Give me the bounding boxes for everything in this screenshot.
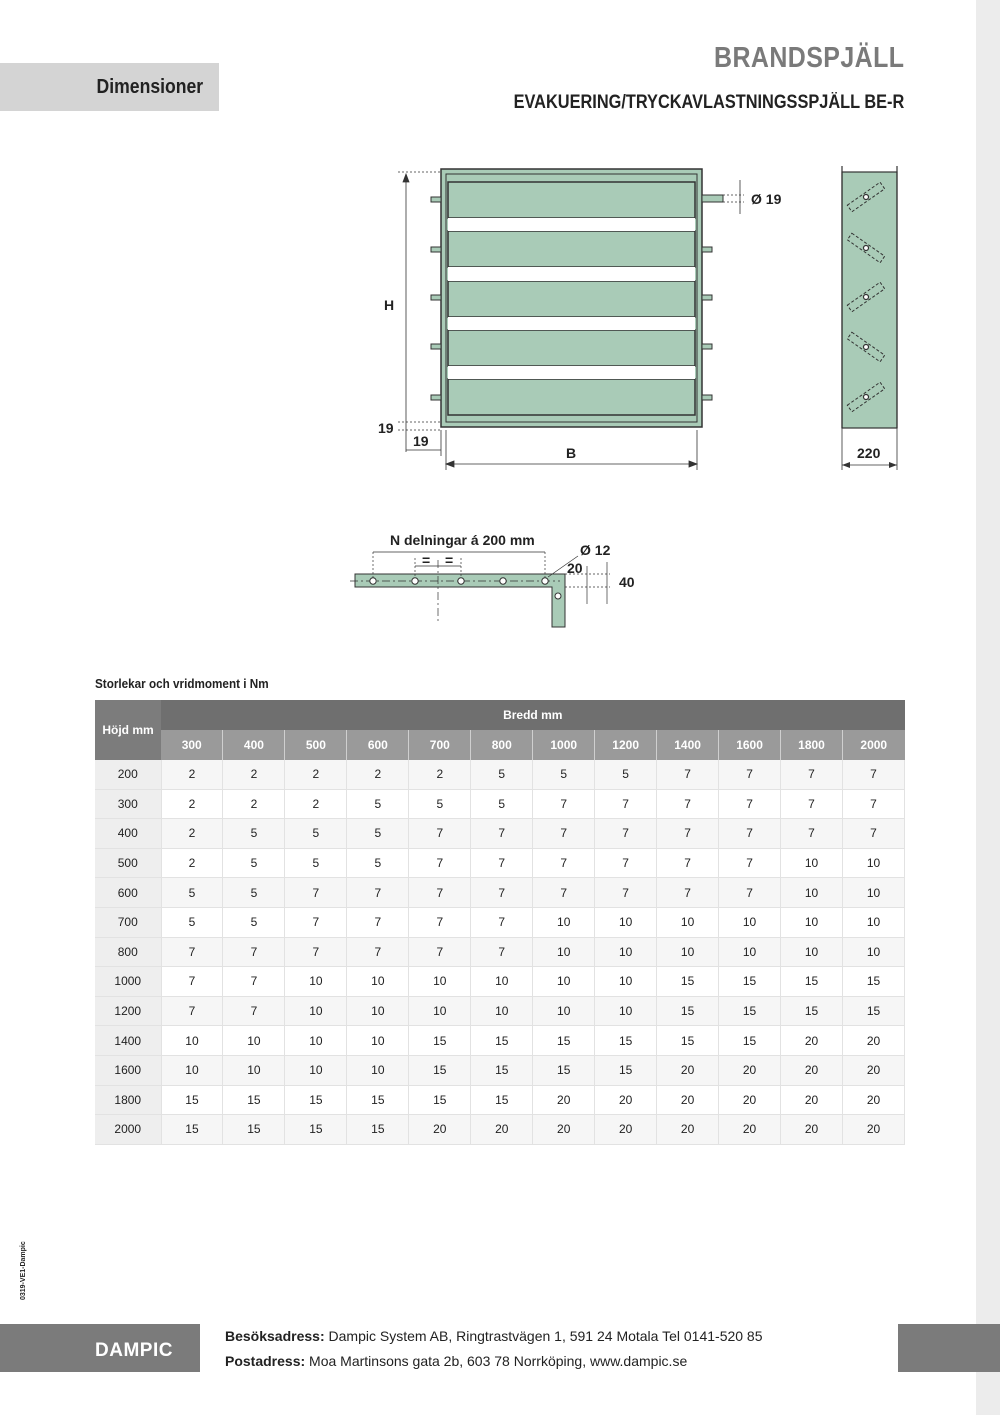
label-divisions: N delningar á 200 mm xyxy=(390,532,535,548)
row-height-cell: 1400 xyxy=(95,1026,161,1056)
torque-cell: 5 xyxy=(161,878,223,908)
torque-cell: 7 xyxy=(161,996,223,1026)
torque-cell: 7 xyxy=(719,878,781,908)
row-height-cell: 600 xyxy=(95,878,161,908)
torque-cell: 5 xyxy=(471,760,533,790)
torque-cell: 10 xyxy=(161,1026,223,1056)
torque-cell: 10 xyxy=(285,1026,347,1056)
table-row xyxy=(95,967,905,997)
torque-cell: 2 xyxy=(161,819,223,849)
torque-cell: 7 xyxy=(719,760,781,790)
document-code: 0319-VE1-Dampic xyxy=(20,1241,27,1300)
torque-cell: 7 xyxy=(347,937,409,967)
table-row xyxy=(95,907,905,937)
torque-cell: 20 xyxy=(657,1115,719,1145)
torque-cell: 5 xyxy=(533,760,595,790)
torque-cell: 10 xyxy=(595,967,657,997)
table-caption: Storlekar och vridmoment i Nm xyxy=(95,676,269,691)
torque-cell: 10 xyxy=(719,937,781,967)
torque-cell: 20 xyxy=(719,1085,781,1115)
torque-cell: 2 xyxy=(409,760,471,790)
torque-cell: 15 xyxy=(842,967,904,997)
torque-cell: 10 xyxy=(781,937,843,967)
table-row xyxy=(95,1115,905,1145)
torque-cell: 15 xyxy=(781,996,843,1026)
torque-cell: 7 xyxy=(347,878,409,908)
torque-cell: 15 xyxy=(161,1085,223,1115)
front-view xyxy=(431,169,723,427)
table-row xyxy=(95,760,905,790)
width-column-header: 1200 xyxy=(595,730,657,760)
torque-cell: 15 xyxy=(409,1085,471,1115)
torque-cell: 10 xyxy=(533,967,595,997)
torque-cell: 10 xyxy=(161,1055,223,1085)
torque-cell: 7 xyxy=(657,848,719,878)
torque-cell: 7 xyxy=(409,819,471,849)
blade-2 xyxy=(448,231,695,267)
torque-cell: 10 xyxy=(533,907,595,937)
torque-cell: 7 xyxy=(471,819,533,849)
label-19-left: 19 xyxy=(378,420,394,436)
torque-cell: 5 xyxy=(223,878,285,908)
torque-cell: 7 xyxy=(781,760,843,790)
width-header: Bredd mm xyxy=(503,708,563,722)
torque-cell: 7 xyxy=(471,848,533,878)
torque-cell: 7 xyxy=(533,878,595,908)
torque-cell: 10 xyxy=(471,996,533,1026)
torque-cell: 2 xyxy=(161,789,223,819)
width-column-header: 700 xyxy=(409,730,471,760)
torque-cell: 2 xyxy=(223,789,285,819)
technical-drawing xyxy=(0,0,1000,660)
footer-right-box xyxy=(898,1324,1000,1372)
row-height-cell: 1000 xyxy=(95,967,161,997)
torque-cell: 20 xyxy=(842,1115,904,1145)
torque-cell: 10 xyxy=(223,1026,285,1056)
torque-cell: 7 xyxy=(161,967,223,997)
page-title: BRANDSPJÄLL xyxy=(713,42,904,74)
torque-cell: 15 xyxy=(781,967,843,997)
torque-cell: 20 xyxy=(842,1055,904,1085)
torque-cell: 10 xyxy=(347,967,409,997)
torque-cell: 20 xyxy=(842,1026,904,1056)
width-column-header: 2000 xyxy=(842,730,904,760)
torque-cell: 10 xyxy=(842,937,904,967)
torque-cell: 2 xyxy=(161,760,223,790)
torque-cell: 20 xyxy=(657,1085,719,1115)
torque-cell: 10 xyxy=(595,996,657,1026)
torque-cell: 15 xyxy=(719,996,781,1026)
torque-cell: 10 xyxy=(223,1055,285,1085)
table-row xyxy=(95,937,905,967)
torque-cell: 15 xyxy=(285,1115,347,1145)
torque-cell: 10 xyxy=(595,907,657,937)
torque-cell: 7 xyxy=(161,937,223,967)
torque-cell: 5 xyxy=(347,789,409,819)
torque-cell: 10 xyxy=(842,878,904,908)
torque-table xyxy=(95,700,905,1145)
torque-cell: 7 xyxy=(223,937,285,967)
torque-cell: 10 xyxy=(347,996,409,1026)
width-column-header: 600 xyxy=(347,730,409,760)
torque-cell: 20 xyxy=(719,1055,781,1085)
torque-cell: 7 xyxy=(781,789,843,819)
torque-cell: 7 xyxy=(223,967,285,997)
label-eq-1: = xyxy=(422,552,431,568)
torque-cell: 7 xyxy=(533,789,595,819)
label-20: 20 xyxy=(567,560,583,576)
torque-cell: 20 xyxy=(842,1085,904,1115)
torque-cell: 5 xyxy=(223,907,285,937)
torque-cell: 10 xyxy=(533,937,595,967)
torque-cell: 15 xyxy=(842,996,904,1026)
width-column-header: 300 xyxy=(161,730,223,760)
torque-cell: 20 xyxy=(533,1085,595,1115)
torque-cell: 10 xyxy=(285,996,347,1026)
table-row xyxy=(95,1085,905,1115)
blade-1 xyxy=(448,182,695,218)
torque-cell: 7 xyxy=(409,878,471,908)
torque-cell: 15 xyxy=(719,1026,781,1056)
torque-cell: 15 xyxy=(471,1055,533,1085)
torque-cell: 20 xyxy=(781,1026,843,1056)
torque-cell: 7 xyxy=(595,789,657,819)
torque-cell: 20 xyxy=(781,1055,843,1085)
width-column-header: 1600 xyxy=(719,730,781,760)
visit-address: Besöksadress: Dampic System AB, Ringtrastvägen 1, 591 24 Motala Tel 0141-520 85 xyxy=(225,1328,763,1344)
torque-cell: 7 xyxy=(285,937,347,967)
torque-cell: 5 xyxy=(223,819,285,849)
label-dia12: Ø 12 xyxy=(580,542,611,558)
label-40: 40 xyxy=(619,574,635,590)
torque-cell: 7 xyxy=(719,789,781,819)
torque-cell: 5 xyxy=(347,848,409,878)
torque-cell: 20 xyxy=(595,1085,657,1115)
torque-cell: 10 xyxy=(471,967,533,997)
label-eq-2: = xyxy=(445,552,454,568)
torque-cell: 7 xyxy=(285,878,347,908)
torque-cell: 7 xyxy=(347,907,409,937)
torque-cell: 20 xyxy=(471,1115,533,1145)
torque-cell: 15 xyxy=(657,967,719,997)
torque-cell: 2 xyxy=(285,760,347,790)
torque-cell: 15 xyxy=(595,1055,657,1085)
torque-cell: 2 xyxy=(285,789,347,819)
label-220: 220 xyxy=(857,445,881,461)
torque-cell: 10 xyxy=(842,848,904,878)
page-subtitle: EVAKUERING/TRYCKAVLASTNINGSSPJÄLL BE-R xyxy=(513,92,904,113)
torque-cell: 7 xyxy=(471,907,533,937)
torque-cell: 7 xyxy=(657,789,719,819)
torque-cell: 7 xyxy=(657,819,719,849)
torque-cell: 10 xyxy=(781,907,843,937)
blade-5 xyxy=(448,379,695,415)
torque-cell: 5 xyxy=(161,907,223,937)
torque-cell: 10 xyxy=(781,848,843,878)
width-column-header: 1800 xyxy=(781,730,843,760)
torque-cell: 2 xyxy=(161,848,223,878)
torque-cell: 20 xyxy=(781,1085,843,1115)
torque-cell: 15 xyxy=(409,1026,471,1056)
torque-cell: 15 xyxy=(533,1055,595,1085)
torque-cell: 7 xyxy=(471,878,533,908)
torque-cell: 7 xyxy=(595,848,657,878)
table-row xyxy=(95,1055,905,1085)
torque-cell: 10 xyxy=(781,878,843,908)
torque-cell: 2 xyxy=(223,760,285,790)
torque-cell: 20 xyxy=(657,1055,719,1085)
torque-cell: 7 xyxy=(719,848,781,878)
torque-cell: 10 xyxy=(409,967,471,997)
torque-cell: 15 xyxy=(719,967,781,997)
post-address: Postadress: Moa Martinsons gata 2b, 603 78 Norrköping, www.dampic.se xyxy=(225,1353,688,1369)
table-row xyxy=(95,996,905,1026)
width-column-header: 1400 xyxy=(657,730,719,760)
blade-4 xyxy=(448,330,695,366)
torque-cell: 5 xyxy=(595,760,657,790)
torque-cell: 10 xyxy=(657,937,719,967)
torque-cell: 20 xyxy=(533,1115,595,1145)
torque-cell: 7 xyxy=(533,819,595,849)
torque-cell: 5 xyxy=(471,789,533,819)
torque-cell: 10 xyxy=(595,937,657,967)
torque-cell: 15 xyxy=(471,1026,533,1056)
torque-cell: 15 xyxy=(223,1085,285,1115)
label-dia19: Ø 19 xyxy=(751,191,782,207)
height-header: Höjd mm xyxy=(95,700,161,760)
torque-cell: 7 xyxy=(285,907,347,937)
side-view xyxy=(842,166,897,470)
torque-cell: 5 xyxy=(347,819,409,849)
row-height-cell: 500 xyxy=(95,848,161,878)
row-height-cell: 1200 xyxy=(95,996,161,1026)
torque-cell: 15 xyxy=(533,1026,595,1056)
torque-cell: 7 xyxy=(842,819,904,849)
width-column-header: 500 xyxy=(285,730,347,760)
torque-cell: 7 xyxy=(471,937,533,967)
table-row xyxy=(95,848,905,878)
width-column-header: 800 xyxy=(471,730,533,760)
torque-cell: 7 xyxy=(409,848,471,878)
torque-cell: 7 xyxy=(595,819,657,849)
row-height-cell: 1800 xyxy=(95,1085,161,1115)
row-height-cell: 300 xyxy=(95,789,161,819)
torque-cell: 20 xyxy=(595,1115,657,1145)
row-height-cell: 400 xyxy=(95,819,161,849)
torque-cell: 2 xyxy=(347,760,409,790)
width-column-header: 400 xyxy=(223,730,285,760)
torque-cell: 15 xyxy=(161,1115,223,1145)
torque-cell: 15 xyxy=(471,1085,533,1115)
torque-cell: 15 xyxy=(657,996,719,1026)
row-height-cell: 800 xyxy=(95,937,161,967)
row-height-cell: 200 xyxy=(95,760,161,790)
row-height-cell: 700 xyxy=(95,907,161,937)
torque-cell: 15 xyxy=(657,1026,719,1056)
torque-cell: 20 xyxy=(781,1115,843,1145)
torque-cell: 10 xyxy=(285,967,347,997)
torque-cell: 10 xyxy=(657,907,719,937)
row-height-cell: 2000 xyxy=(95,1115,161,1145)
table-row xyxy=(95,789,905,819)
torque-cell: 20 xyxy=(719,1115,781,1145)
torque-cell: 7 xyxy=(223,996,285,1026)
label-b: B xyxy=(566,445,577,461)
torque-cell: 10 xyxy=(347,1026,409,1056)
torque-cell: 10 xyxy=(409,996,471,1026)
torque-cell: 7 xyxy=(657,760,719,790)
torque-cell: 20 xyxy=(409,1115,471,1145)
torque-cell: 15 xyxy=(223,1115,285,1145)
torque-cell: 5 xyxy=(285,819,347,849)
torque-cell: 7 xyxy=(657,878,719,908)
torque-cell: 10 xyxy=(285,1055,347,1085)
company-logo: DAMPIC xyxy=(95,1340,173,1361)
torque-cell: 7 xyxy=(719,819,781,849)
label-19-bottom: 19 xyxy=(413,433,429,449)
torque-cell: 10 xyxy=(719,907,781,937)
torque-cell: 7 xyxy=(781,819,843,849)
torque-cell: 15 xyxy=(409,1055,471,1085)
table-row xyxy=(95,1026,905,1056)
table-row xyxy=(95,819,905,849)
torque-cell: 15 xyxy=(347,1115,409,1145)
width-column-header: 1000 xyxy=(533,730,595,760)
torque-cell: 5 xyxy=(409,789,471,819)
torque-cell: 10 xyxy=(347,1055,409,1085)
torque-cell: 7 xyxy=(409,907,471,937)
torque-cell: 5 xyxy=(285,848,347,878)
torque-cell: 10 xyxy=(842,907,904,937)
blade-3 xyxy=(448,281,695,317)
torque-cell: 15 xyxy=(595,1026,657,1056)
torque-cell: 7 xyxy=(533,848,595,878)
torque-cell: 15 xyxy=(347,1085,409,1115)
row-height-cell: 1600 xyxy=(95,1055,161,1085)
torque-cell: 5 xyxy=(223,848,285,878)
torque-cell: 15 xyxy=(285,1085,347,1115)
torque-cell: 7 xyxy=(595,878,657,908)
torque-cell: 7 xyxy=(842,789,904,819)
section-tab: Dimensioner xyxy=(0,63,219,111)
torque-cell: 7 xyxy=(842,760,904,790)
label-h: H xyxy=(384,297,395,313)
table-row xyxy=(95,878,905,908)
torque-cell: 7 xyxy=(409,937,471,967)
torque-cell: 10 xyxy=(533,996,595,1026)
